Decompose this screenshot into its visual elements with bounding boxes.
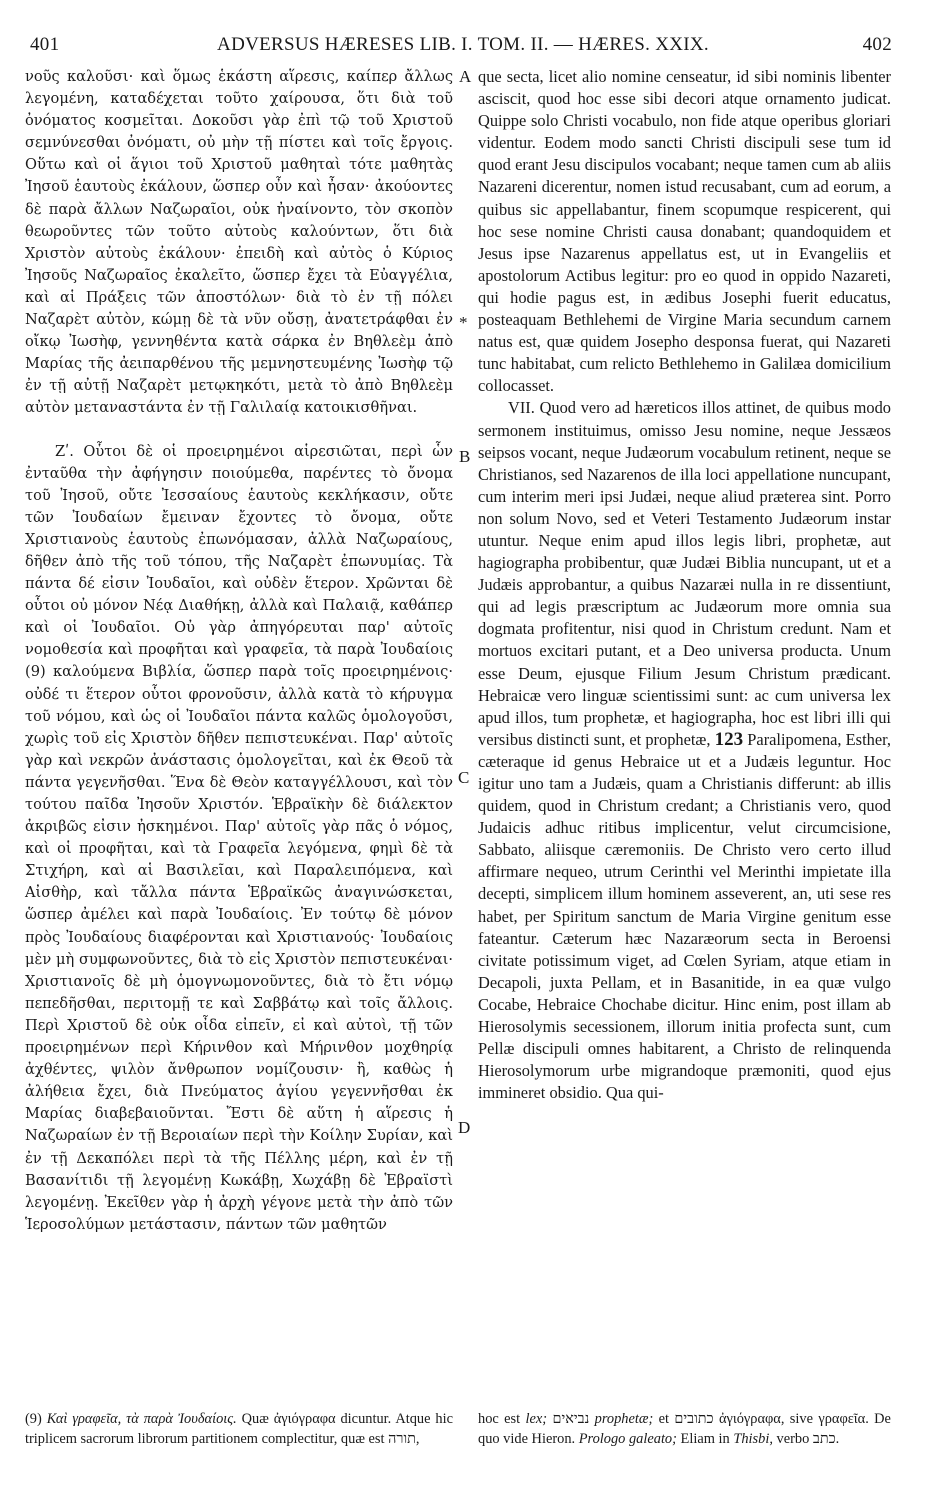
footnote-ref: (9) — [25, 1411, 42, 1427]
footnote-hebrew-2: כתובים — [674, 1411, 714, 1427]
greek-paragraph-7: Ζʹ. Οὗτοι δὲ οἱ προειρημένοι αἱρεσιῶται, περὶ ὧν ἐνταῦθα τὴν ἀφήγησιν ποιούμεθα, παρέντες τὸ ὄνομα τοῦ Ἰησοῦ, οὔτε Ἰεσσαίους ἑαυτοὺς κεκλήκασιν, οὔτε τῶν Ἰουδαίων ἔμειναν ἔχοντες τὸ ὄνομα, οὔτε Χριστιανοὺς ἑαυτοὺς ἐπωνόμασαν, ἀλλὰ Ναζωραίους, δῆθεν ἀπὸ τῆς τοῦ τόπου, τῆς Ναζαρὲτ ἐπωνυμίας. Τὰ πάντα δέ εἰσιν Ἰουδαῖοι, καὶ οὐδὲν ἕτερον. Χρῶνται δὲ οὗτοι οὐ μόνον Νέᾳ Διαθήκῃ, ἀλλὰ καὶ Παλαιᾷ, καθάπερ καὶ οἱ Ἰουδαῖοι. Οὐ γὰρ ἀπηγόρευται παρ' αὐτοῖς νομοθεσία καὶ προφῆται καὶ γραφεῖα, τὰ παρὰ Ἰουδαίοις (9) καλούμενα Βιβλία, ὥσπερ παρὰ τοῖς προειρημένοις· οὐδέ τι ἕτερον οὗτοι φρονοῦσιν, ἀλλὰ κατὰ τὸ κήρυγμα τοῦ νόμου, καὶ ὡς οἱ Ἰουδαῖοι πάντα καλῶς ὁμολογοῦσι, χωρὶς τοῦ εἰς Χριστὸν δῆθεν πεπιστευκέναι. Παρ' αὐτοῖς γὰρ καὶ νεκρῶν ἀνάστασις ὁμολογεῖται, καὶ ἐκ Θεοῦ τὰ πάντα γεγενῆσθαι. Ἕνα δὲ Θεὸν καταγγέλλουσι, καὶ τὸν τούτου παῖδα Ἰησοῦν Χριστόν. Ἑβραϊκὴν δὲ διάλεκτον ἀκριβῶς εἰσιν ἠσκημένοι. Παρ' αὐτοῖς γὰρ πᾶς ὁ νόμος, καὶ οἱ προφῆται, καὶ τὰ Γραφεῖα λεγόμενα, φημὶ δὲ τὰ Στιχήρη, καὶ αἱ Βασιλεῖαι, καὶ Παραλειπόμενα, καὶ Αἰσθὴρ, καὶ τἄλλα πάντα Ἑβραϊκῶς ἀναγινώσκεται, ὥσπερ ἀμέλει καὶ παρὰ Ἰουδαίοις. Ἐν τούτῳ δὲ μόνον πρὸς Ἰουδαίους διαφέρονται καὶ Χριστιανούς· Ἰουδαίοις μὲν μὴ συμφωνοῦντες, διὰ τὸ εἰς Χριστὸν πεπιστευκέναι· Χριστιανοῖς δὲ μὴ ὁμογνωμονοῦντες, διὰ τὸ ἔτι νόμῳ πεπεδῆσθαι, περιτομῇ τε καὶ Σαββάτῳ καὶ τοῖς ἄλλοις. Περὶ Χριστοῦ δὲ οὐκ οἶδα εἰπεῖν, εἰ καὶ αὐτοὶ, τῇ τῶν προειρημένων περὶ Κήρινθον καὶ Μήρινθον μοχθηρίᾳ ἀχθέντες, ψιλὸν ἄνθρωπον νομίζουσιν· ἢ, καθὼς ἡ ἀλήθεια ἔχει, διὰ Πνεύματος ἁγίου γεγεννῆσθαι ἐκ Μαρίας διαβεβαιοῦνται. Ἔστι δὲ αὕτη ἡ αἵρεσις ἡ Ναζωραίων ἐν τῇ Βεροιαίων περὶ τὴν Κοίλην Συρίαν, καὶ ἐν τῇ Δεκαπόλει περὶ τὰ τῆς Πέλλης μέρη, καὶ ἐν τῇ Βασανίτιδι τῇ λεγομένῃ Κωκάβῃ, Χωχάβῃ δὲ Ἑβραϊστὶ λεγομένῃ. Ἐκεῖθεν γὰρ ἡ ἀρχὴ γέγονε μετὰ τὴν ἀπὸ τῶν Ἱεροσολύμων μετάστασιν, πάντων τῶν μαθητῶν — [25, 442, 453, 1233]
column-number: 123 — [714, 728, 744, 750]
footnote-right-verbo: verbo — [776, 1431, 810, 1447]
latin-paragraph-1: que secta, licet alio nomine censeatur, id sibi nominis libenter asciscit, quod hoc esse sibi decori atque ornamento judicat. Quippe solo Christi vocabulo, non fide atque operibus gloriari videntur. Eodem modo sancti Christi discipuli sese tum id quod erant Jesu discipulos vocabant; neque tamen cum ab aliis Nazareni dicerentur, nomen istud recusabant, cum ad eorum, a quibus sic appellabantur, finem scopumque respicerent, qui hoc sese nomine Christi causa donabant; quandoquidem et Jesus ipse Nazarenus appellatus est, ut in Evangeliis et apostolorum Actibus legitur: pro eo quod in oppido Nazareti, qui hodie pagus est, in ædibus Josephi fuerit educatus, posteaquam Bethlehemi de Virgine Maria secundum carnem natus est, quæ quidem Josepho desponsa fuerat, qui Nazareti tunc habitabat, cum relicto Bethlehemo in Galilæa domicilium collocasset. — [478, 67, 891, 396]
footnote-right-prologo: Prologo galeato; — [578, 1431, 677, 1447]
page-number-left: 401 — [30, 34, 60, 55]
footnote-right-prophetae: prophetæ; — [594, 1411, 654, 1427]
latin-paragraph-7-cont: Paralipomena, Esther, cæteraque id genus Hebraice ut et a Judæis leguntur. Hoc igitur uno tam a Judæis, quam a Christianis differunt: ab illis quidem, quod in Christum credant; a Christianis vero, quod Judaicis adhuc ritibus implicentur, velut circumcisione, Sabbato, aliisque cæremoniis. De Christo vero certo illud affirmare nequeo, utrum Cerinthi vel Merinthi impietate illa decepti, simplicem illum hominem asseverent, an, uti sese res habet, per Spiritum sanctum de Maria Virgine genitum esse fateantur. Cæterum hæc Nazaræorum secta in Beroensi civitate potissimum viget, ad Cœlen Syriam, atque etiam in Decapoli, juxta Pellam, et in Basanitide, in ea quæ vulgo Cocabe, Hebraice Chochabe dicitur. Hinc enim, post illam ab Hierosolymis secessionem, illorum initia profecta sunt, cum Pellæ discipuli omnes habitarent, a Christo de relinquenda Hierosolymorum urbe migrandoque præmoniti, quod ejus immineret obsidio. Qua qui- — [478, 729, 891, 1103]
latin-column — [478, 66, 891, 1104]
margin-marker-a: A — [459, 67, 472, 86]
footnote-right-text-a: hoc est — [478, 1411, 521, 1427]
footnote-right-lex: lex; — [525, 1411, 548, 1427]
latin-paragraph-7 — [478, 397, 891, 1104]
running-header — [0, 34, 926, 62]
footnote-right — [478, 1409, 891, 1449]
margin-marker-d: D — [458, 1118, 471, 1137]
greek-column — [25, 66, 453, 1236]
footnote-left — [25, 1409, 453, 1449]
footnote-text: Quæ ἀγιόγραφα dicuntur. Atque hic triplicem sacrorum librorum partitionem complectitur, quæ est תורה, — [25, 1411, 453, 1447]
footnote-right-et: et — [658, 1411, 670, 1427]
footnote-right-text-b: ἀγιόγραφα, sive γραφεῖα. De quo vide Hieron. — [478, 1411, 891, 1447]
latin-paragraph-7-text: VII. Quod vero ad hæreticos illos attinet, de quibus modo sermonem instituimus, omisso Jesu nomine, neque Jessæos seipsos vocant, neque Judæorum vocabulum retinent, neque se Christianos, sed Nazarenos de illa loci appellatione nuncupant, cum interim meri ipsi Judæi, neque aliud præterea sint. Porro non solum Novo, sed et Veteri Testamento Judæorum instar utuntur. Neque enim apud illos legis libri, prophetæ, aut hagiographa probibentur, quæ Judæi Biblia nuncupant, ut et a Judæis approbantur, a quibus Nazaræi nulla in re dissentiunt, qui ad legis præscriptum ac Judæorum more omnia sua dogmata profitentur, nisi quod in Christum credunt. Nam et mortuos excitari putant, et a Deo universa producta. Unum esse Deum, ejusque Filium Jesum Christum prædicant. Hebraicæ vero linguæ scientissimi sunt: ac cum universa lex apud illos, tum prophetæ, et hagiographa, hoc est libri illi qui versibus distincti sunt, et prophetæ, — [478, 398, 891, 749]
footnote-hebrew-1: נביאים — [552, 1411, 590, 1427]
margin-marker-b: B — [459, 447, 471, 466]
margin-marker-star: * — [459, 313, 468, 332]
margin-marker-c: C — [458, 768, 470, 787]
greek-paragraph-1: νοῦς καλοῦσι· καὶ ὅμως ἑκάστη αἵρεσις, καίπερ ἄλλως λεγομένη, καταδέχεται τοῦτο χαίρουσα, ὅτι διὰ τοῦ ὀνόματος κοσμεῖται. Δοκοῦσι γὰρ ἐπὶ τῷ τοῦ Χριστοῦ σεμνύνεσθαι ὀνόματι, οὐ μὴν τῇ πίστει καὶ τοῖς ἔργοις. Οὕτω καὶ οἱ ἅγιοι τοῦ Χριστοῦ μαθηταὶ τότε μαθητὰς Ἰησοῦ ἑαυτοὺς ἐκάλουν, ὥσπερ οὖν καὶ ἦσαν· ἀκούοντες δὲ παρὰ ἄλλων Ναζωραῖοι, οὐκ ἠναίνοντο, τὸν σκοπὸν θεωροῦντες τῶν τοῦτο αὐτοὺς καλούντων, ὅτι διὰ Χριστὸν αὐτοὺς ἐκάλουν· ἐπειδὴ καὶ αὐτὸς ὁ Κύριος Ἰησοῦς Ναζωραῖος ἐκαλεῖτο, ὥσπερ ἔχει τὰ Εὐαγγέλια, καὶ αἱ Πράξεις τῶν ἀποστόλων· διὰ τὸ ἐν τῇ πόλει Ναζαρὲτ αὐτὸν, κώμῃ δὲ τὰ νῦν οὔσῃ, ἀνατετράφθαι ἐν οἴκῳ Ἰωσὴφ, γεννηθέντα κατὰ σάρκα ἐν Βηθλεὲμ ἀπὸ Μαρίας τῆς ἀειπαρθένου τῆς μεμνηστευμένης Ἰωσὴφ τῷ ἐν τῇ αὐτῇ Ναζαρὲτ μετῳκηκότι, μετὰ τὸ ἀπὸ Βηθλεὲμ αὐτὸν μεταναστάντα ἐν τῇ Γαλιλαίᾳ κατοικισθῆναι. — [25, 68, 453, 417]
running-title: ADVERSUS HÆRESES LIB. I. TOM. II. — HÆRES. XXIX. — [217, 34, 709, 55]
footnote-right-eliam: Eliam in — [680, 1431, 730, 1447]
footnote-right-thisbi: Thisbi, — [733, 1431, 773, 1447]
page-number-right: 402 — [862, 34, 892, 55]
footnote-lemma: Καὶ γραφεῖα, τὰ παρὰ Ἰουδαίοις. — [46, 1411, 237, 1427]
footnote-hebrew-3: כתב. — [812, 1431, 840, 1447]
